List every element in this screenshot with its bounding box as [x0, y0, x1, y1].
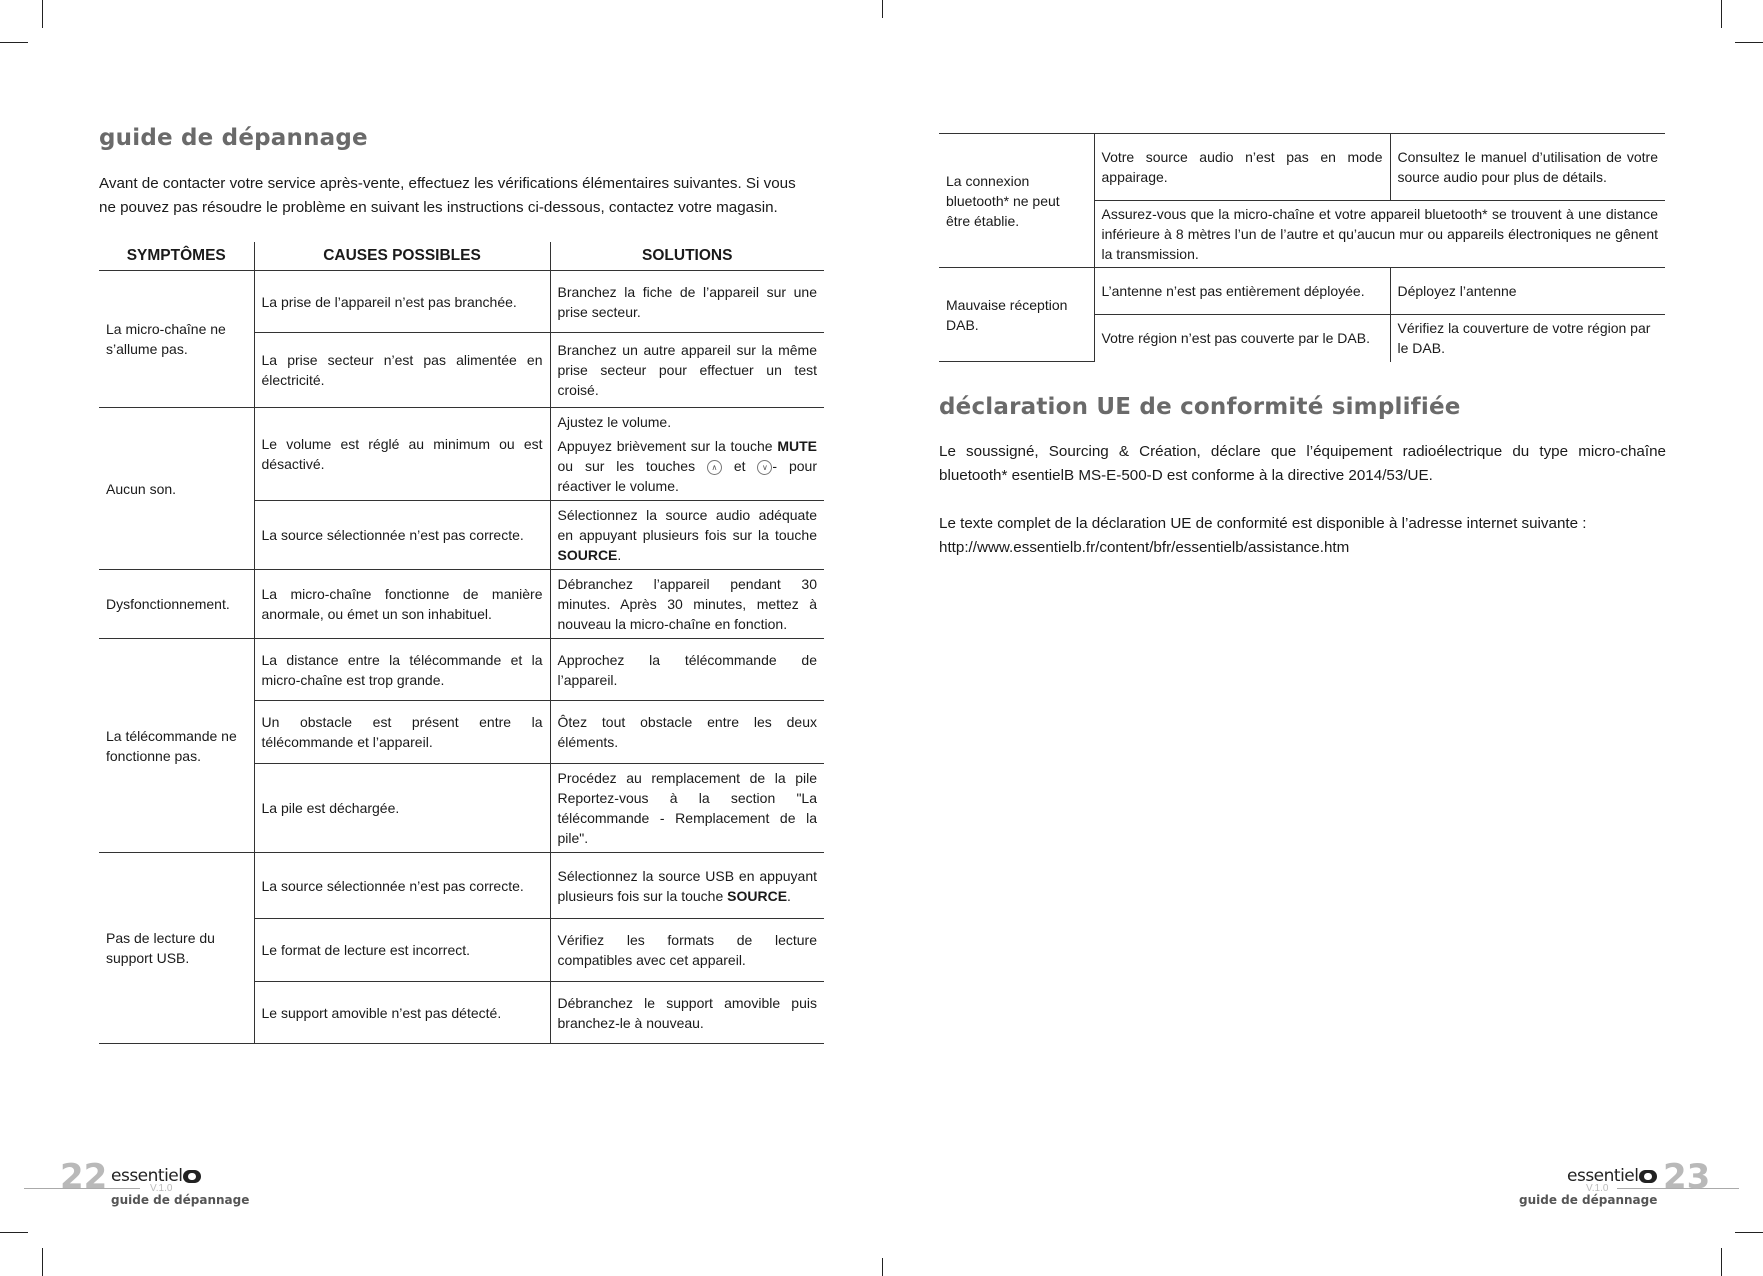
symptom-cell: Dysfonctionnement. — [99, 570, 254, 639]
table-row — [99, 639, 824, 701]
table-row — [99, 408, 824, 501]
cause-cell: Le volume est réglé au minimum ou est désactivé. — [254, 408, 550, 501]
cause-cell: Le format de lecture est incorrect. — [254, 919, 550, 982]
solution-cell: Vérifiez la couverture de votre région par le DAB. — [1390, 315, 1665, 362]
brand-b-icon — [1639, 1170, 1657, 1183]
solution-cell: Branchez la fiche de l’appareil sur une prise secteur. — [550, 271, 824, 333]
solution-line: Ajustez le volume. — [557, 414, 672, 430]
source-key-label: SOURCE — [557, 547, 618, 563]
declaration-paragraph: Le soussigné, Sourcing & Création, déclare que l’équipement radioélectrique du type micro-chaîne bluetooth* esentielB MS-E-500-D est conforme à la directive 2014/53/UE. — [939, 443, 1666, 484]
version-label: V.1.0 — [150, 1183, 173, 1194]
troubleshooting-table — [99, 242, 824, 1044]
solution-cell: Procédez au remplacement de la pile Reportez-vous à la section "La télécommande - Remplacement de la pile". — [550, 764, 824, 853]
volume-down-icon: ∨ — [757, 460, 772, 475]
version-label: V.1.0 — [1586, 1183, 1609, 1194]
header-symptoms: SYMPTÔMES — [99, 242, 254, 271]
solution-cell: Sélectionnez la source USB en appuyant plusieurs fois sur la touche SOURCE. — [550, 853, 824, 919]
page-number: 22 — [60, 1157, 108, 1197]
brand-b-icon — [183, 1170, 201, 1183]
solution-cell — [550, 408, 824, 501]
cause-cell: La pile est déchargée. — [254, 764, 550, 853]
cause-cell: La micro-chaîne fonctionne de manière anormale, ou émet un son inhabituel. — [254, 570, 550, 639]
table-row — [99, 570, 824, 639]
cause-cell: Un obstacle est présent entre la télécommande et l’appareil. — [254, 701, 550, 764]
cause-cell: Votre région n’est pas couverte par le DAB. — [1094, 315, 1390, 362]
cause-cell: Votre source audio n’est pas en mode appairage. — [1094, 134, 1390, 201]
solution-cell: Vérifiez les formats de lecture compatibles avec cet appareil. — [550, 919, 824, 982]
cause-cell: La source sélectionnée n’est pas correcte. — [254, 501, 550, 570]
source-key-label: SOURCE — [727, 887, 788, 904]
solution-cell: Sélectionnez la source audio adéquate en appuyant plusieurs fois sur la touche SOURCE. — [550, 501, 824, 570]
solution-cell: Branchez un autre appareil sur la même prise secteur pour effectuer un test croisé. — [550, 333, 824, 408]
brand-logo: essentiel — [1567, 1166, 1657, 1186]
symptom-cell: La micro-chaîne ne s’allume pas. — [99, 271, 254, 408]
footer-section-title: guide de dépannage — [1519, 1193, 1658, 1207]
cause-cell: Le support amovible n’est pas détecté. — [254, 982, 550, 1044]
header-solutions: SOLUTIONS — [550, 242, 824, 271]
mute-key-label: MUTE — [777, 438, 817, 454]
intro-line-2: ne pouvez pas résoudre le problème en suivant les instructions ci-dessous, contactez votre magasin. — [99, 199, 778, 216]
cause-cell: La distance entre la télécommande et la micro-chaîne est trop grande. — [254, 639, 550, 701]
cause-cell: La prise de l’appareil n’est pas branchée. — [254, 271, 550, 333]
solution-cell: Déployez l’antenne — [1390, 268, 1665, 315]
symptom-cell: Mauvaise réception DAB. — [939, 268, 1094, 362]
table-row — [939, 268, 1665, 315]
symptom-cell: La connexion bluetooth* ne peut être établie. — [939, 134, 1094, 268]
troubleshooting-table-continued — [939, 133, 1665, 362]
page-number: 23 — [1663, 1157, 1711, 1197]
cause-cell: L’antenne n’est pas entièrement déployée. — [1094, 268, 1390, 315]
footer-section-title: guide de dépannage — [111, 1193, 250, 1207]
table-row — [99, 853, 824, 919]
volume-up-icon: ∧ — [707, 460, 722, 475]
solution-cell: Ôtez tout obstacle entre les deux éléments. — [550, 701, 824, 764]
symptom-cell: Aucun son. — [99, 408, 254, 570]
declaration-availability: Le texte complet de la déclaration UE de conformité est disponible à l’adresse internet suivante : — [939, 515, 1587, 532]
solution-line: Appuyez brièvement sur la touche MUTE ou sur les touches ∧ et ∨ - pour réactiver le volume. — [557, 438, 817, 494]
header-causes: CAUSES POSSIBLES — [254, 242, 550, 271]
cause-cell: La source sélectionnée n’est pas correcte. — [254, 853, 550, 919]
cause-cell: La prise secteur n’est pas alimentée en électricité. — [254, 333, 550, 408]
solution-cell: Approchez la télécommande de l’appareil. — [550, 639, 824, 701]
solution-cell: Consultez le manuel d’utilisation de votre source audio pour plus de détails. — [1390, 134, 1665, 201]
solution-cell: Débranchez le support amovible puis branchez-le à nouveau. — [550, 982, 824, 1044]
table-row — [99, 271, 824, 333]
solution-cell: Assurez-vous que la micro-chaîne et votre appareil bluetooth* se trouvent à une distance inférieure à 8 mètres l’un de l’autre et qu’aucun mur ou appareils électroniques ne gênent la transmission. — [1094, 201, 1665, 268]
symptom-cell: Pas de lecture du support USB. — [99, 853, 254, 1044]
page-title: guide de dépannage — [99, 125, 368, 151]
intro-line-1: Avant de contacter votre service après-vente, effectuez les vérifications élémentaires suivantes. Si vous — [99, 175, 796, 192]
right-page — [882, 0, 1763, 1276]
table-row — [939, 134, 1665, 201]
solution-cell: Débranchez l’appareil pendant 30 minutes. Après 30 minutes, mettez à nouveau la micro-chaîne en fonction. — [550, 570, 824, 639]
symptom-cell: La télécommande ne fonctionne pas. — [99, 639, 254, 853]
declaration-url[interactable]: http://www.essentielb.fr/content/bfr/essentielb/assistance.htm — [939, 539, 1350, 556]
brand-logo: essentiel — [111, 1166, 201, 1186]
declaration-title: déclaration UE de conformité simplifiée — [939, 394, 1461, 420]
